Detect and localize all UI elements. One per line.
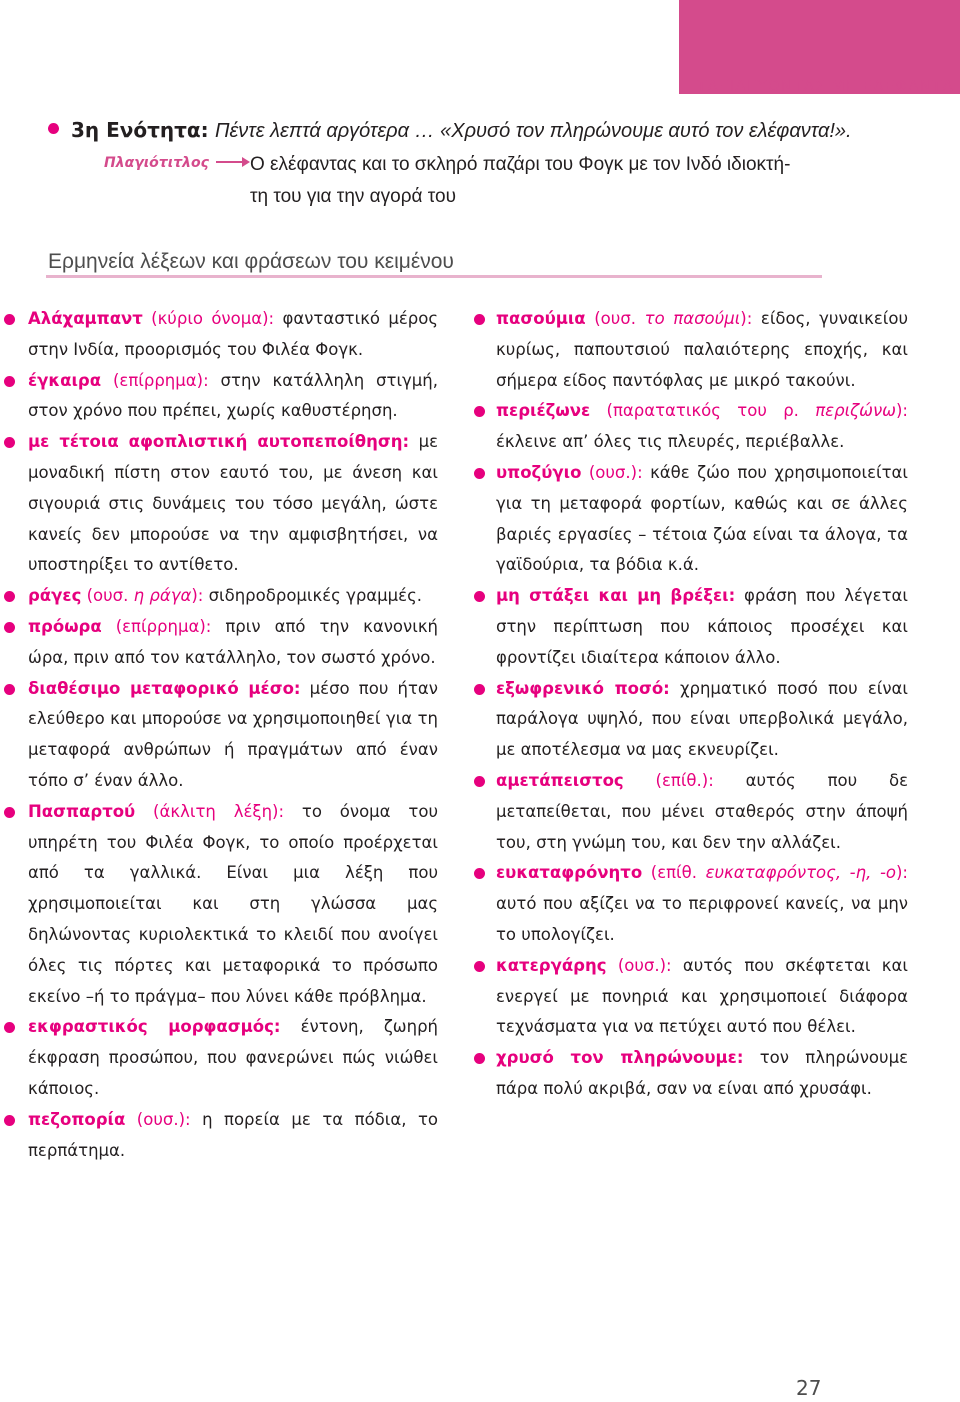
glossary-definition: αυτός που σκέφτεται και ενεργεί με πονηριά και χρησιμοποιεί διάφορα τεχνάσματα για να πετύχει αυτό που θέλει. <box>496 955 908 1037</box>
grammar-note <box>102 617 226 636</box>
subtitle-line: Ο ελέφαντας και το σκληρό παζάρι του Φογκ με τον Ινδό ιδιοκτή- <box>250 154 791 175</box>
glossary-term: Πασπαρτού <box>28 801 136 821</box>
grammar-note-text: (επίρρημα): <box>101 616 226 636</box>
grammar-note-text: (άκλιτη λέξη): <box>135 801 302 821</box>
bullet-icon <box>474 314 485 325</box>
glossary-entry <box>496 1043 908 1105</box>
grammar-note-text: (ουσ.): <box>125 1109 203 1129</box>
bullet-icon <box>474 684 485 695</box>
grammar-note-text: (ουσ.): <box>581 462 651 482</box>
bullet-icon <box>474 776 485 787</box>
unit-heading <box>48 118 852 143</box>
glossary-entry <box>28 674 438 797</box>
glossary-term: ράγες <box>28 586 82 606</box>
grammar-note-close: ): <box>896 863 908 883</box>
subtitle-line: τη του για την αγορά του <box>250 186 456 207</box>
glossary-definition: με μοναδική πίστη στον εαυτό του, με άνεση και σιγουριά στις δυνάμεις του τόσο μεγάλη, ώστε κανείς δεν μπορούσε να την αμφισβητήσει, να υποστηρίξει το αντίθετο. <box>28 432 439 575</box>
grammar-note <box>125 1110 202 1129</box>
glossary-column-right <box>496 304 908 1105</box>
grammar-note <box>642 863 908 882</box>
unit-label: 3η Ενότητα: <box>71 118 209 142</box>
grammar-note-text: (επίθ.): <box>623 770 746 790</box>
glossary-term: πρόωρα <box>28 616 102 636</box>
glossary-term: διαθέσιμο μεταφορικό μέσο: <box>28 678 301 698</box>
glossary-entry <box>28 366 438 428</box>
glossary-entry <box>496 581 908 673</box>
grammar-note-text <box>743 1048 759 1067</box>
grammar-note-text <box>301 679 310 698</box>
glossary-entry <box>28 304 438 366</box>
glossary-definition: κάθε ζώο που χρησιμοποιείται για τη μεταφορά φορτίων, καθώς και σε άλλες βαριές εργασίες – τέτοια ζώα είναι τα άλογα, τα γαϊδούρια, τα βόδια κ.ά. <box>496 462 908 575</box>
grammar-note-close: ): <box>896 401 908 421</box>
page-number: 27 <box>796 1376 822 1400</box>
glossary-definition: έκλεινε απ’ όλες τις πλευρές, περιέβαλλε. <box>496 432 845 452</box>
bullet-icon <box>4 1022 15 1033</box>
unit-title: Πέντε λεπτά αργότερα … «Χρυσό τον πληρώνουμε αυτό τον ελέφαντα!». <box>215 120 852 142</box>
subtitle-label: Πλαγιότιτλος <box>104 155 209 171</box>
glossary-entry <box>28 1105 438 1167</box>
grammar-note-text <box>735 586 744 605</box>
grammar-note-text: (ουσ. <box>585 309 645 328</box>
subtitle-text <box>250 149 830 213</box>
glossary-definition: αυτός που δε μεταπείθεται, που μένει σταθερός στην άποψή του, στη γνώμη του, και δεν την αλλάζει. <box>496 770 908 852</box>
glossary-definition: η πορεία με τα πόδια, το περπάτημα. <box>28 1109 438 1160</box>
grammar-note-lemma: περιζώνω <box>815 401 896 421</box>
bullet-icon <box>4 314 15 325</box>
glossary-definition: πριν από την κανονική ώρα, πριν από τον κατάλληλο, τον σωστό χρόνο. <box>28 616 438 667</box>
section-divider <box>46 275 822 278</box>
grammar-note <box>607 956 683 975</box>
glossary-entry <box>28 581 438 612</box>
glossary-entry <box>496 304 908 396</box>
grammar-note-text: (επίθ. <box>642 863 706 883</box>
grammar-note <box>624 771 746 790</box>
grammar-note-close: ): <box>191 586 209 606</box>
grammar-note <box>135 802 302 821</box>
glossary-entry <box>28 1012 438 1104</box>
glossary-definition: μέσο που ήταν ελεύθερο και μπορούσε να χρησιμοποιηθεί για τη μεταφορά ανθρώπων ή πραγμάτων από έναν τόπο σ’ έναν άλλο. <box>28 678 438 790</box>
glossary-definition: χρηματικό ποσό που είναι παράλογα υψηλό, που είναι υπερβολικά μεγάλο, με αποτέλεσμα να μας εκνευρίζει. <box>496 678 908 760</box>
glossary-definition: φράση που λέγεται στην περίπτωση που κάποιος προσέχει και φροντίζει ιδιαίτερα κάποιον άλλο. <box>496 586 908 667</box>
bullet-icon <box>474 1053 485 1064</box>
bullet-icon <box>4 437 15 448</box>
bullet-icon <box>4 1115 15 1126</box>
glossary-definition: σιδηροδρομικές γραμμές. <box>208 586 423 606</box>
grammar-note <box>590 401 908 420</box>
running-header: ΤΑΞΙΔΕΥΟΝΤΑΣ ΜΕ ΕΛΕΦΑΝΤΑ <box>697 77 954 95</box>
bullet-icon <box>4 807 15 818</box>
bullet-icon <box>474 591 485 602</box>
grammar-note-text: (κύριο όνομα): <box>142 309 283 328</box>
glossary-term: πεζοπορία <box>28 1109 126 1129</box>
grammar-note-text <box>280 1017 300 1036</box>
grammar-note-lemma: ευκαταφρόντος, -η, -ο <box>705 863 896 883</box>
grammar-note <box>586 309 761 328</box>
section-heading: Ερμηνεία λέξεων και φράσεων του κειμένου <box>48 250 454 273</box>
glossary-term: έγκαιρα <box>28 370 102 390</box>
grammar-note <box>670 679 680 698</box>
bullet-icon <box>48 123 59 134</box>
glossary-term: υποζύγιο <box>496 462 582 482</box>
bullet-icon <box>474 468 485 479</box>
glossary-term: πασούμια <box>496 309 586 328</box>
grammar-note <box>581 463 650 482</box>
grammar-note-text: (παρατατικός του ρ. <box>590 401 816 421</box>
grammar-note-text: (επίρρημα): <box>101 370 221 390</box>
grammar-note-close: ): <box>740 309 761 328</box>
arrow-right-icon <box>214 152 252 172</box>
grammar-note <box>143 309 283 328</box>
grammar-note <box>280 1017 300 1036</box>
glossary-definition: είδος, γυναικείου κυρίως, παπουτσιού παλαιότερης εποχής, και σήμερα είδος παντόφλας με μικρό τακούνι. <box>496 309 908 390</box>
glossary-definition: έντονη, ζωηρή έκφραση προσώπου, που φανερώνει πώς νιώθει κάποιος. <box>28 1017 439 1098</box>
glossary-term: αμετάπειστος <box>496 770 624 790</box>
glossary-definition: αυτό που αξίζει να το περιφρονεί κανείς, να μην το υπολογίζει. <box>496 894 908 944</box>
glossary-definition: φανταστικό μέρος στην Ινδία, προορισμός του Φιλέα Φογκ. <box>28 309 439 359</box>
glossary-term: περιέζωνε <box>496 401 591 421</box>
glossary-entry <box>496 858 908 950</box>
bullet-icon <box>474 406 485 417</box>
bullet-icon <box>4 376 15 387</box>
grammar-note-text: (ουσ. <box>81 586 134 606</box>
glossary-entry <box>496 951 908 1043</box>
glossary-term: κατεργάρης <box>496 955 607 975</box>
bullet-icon <box>4 622 15 633</box>
glossary-term: Αλάχαμπαντ <box>28 309 143 328</box>
glossary-entry <box>28 612 438 674</box>
glossary-definition: τον πληρώνουμε πάρα πολύ ακριβά, σαν να είναι από χρυσάφι. <box>496 1048 908 1098</box>
grammar-note-lemma: το πασούμι <box>644 309 741 328</box>
grammar-note <box>409 432 419 451</box>
glossary-entry <box>28 797 438 1013</box>
glossary-term: με τέτοια αφοπλιστική αυτοπεποίθηση: <box>28 432 410 452</box>
grammar-note-text <box>670 679 680 698</box>
glossary-term: ευκαταφρόνητο <box>496 863 643 883</box>
glossary-entry <box>496 396 908 458</box>
bullet-icon <box>4 591 15 602</box>
grammar-note-text: (ουσ.): <box>606 955 683 975</box>
glossary-entry <box>496 766 908 858</box>
grammar-note <box>101 371 220 390</box>
glossary-definition: το όνομα του υπηρέτη του Φιλέα Φογκ, το οποίο προέρχεται από τα γαλλικά. Είναι μια λέξη που χρησιμοποιείται και στη γλώσσα μας δηλώνοντας κυριολεκτικά το κλειδί που ανοίγει όλες τις πόρτες και μεταφορικά το πρόσωπο εκείνο –ή το πράγμα– που λύνει κάθε πρόβλημα. <box>28 801 438 1006</box>
bullet-icon <box>474 961 485 972</box>
glossary-column-left <box>28 304 438 1166</box>
glossary-entry <box>496 458 908 581</box>
glossary-entry <box>28 427 438 581</box>
grammar-note <box>735 586 744 605</box>
glossary-term: εξωφρενικό ποσό: <box>496 678 670 698</box>
grammar-note <box>301 679 310 698</box>
grammar-note-lemma: η ράγα <box>133 586 192 606</box>
bullet-icon <box>4 684 15 695</box>
glossary-term: μη στάξει και μη βρέξει: <box>496 586 736 606</box>
glossary-entry <box>496 674 908 766</box>
grammar-note-text <box>409 432 419 451</box>
glossary-definition: στην κατάλληλη στιγμή, στον χρόνο που πρέπει, χωρίς καθυστέρηση. <box>28 370 438 421</box>
grammar-note <box>81 586 208 605</box>
bullet-icon <box>474 868 485 879</box>
glossary-term: χρυσό τον πληρώνουμε: <box>496 1048 744 1068</box>
glossary-term: εκφραστικός μορφασμός: <box>28 1017 281 1037</box>
grammar-note <box>743 1048 759 1067</box>
